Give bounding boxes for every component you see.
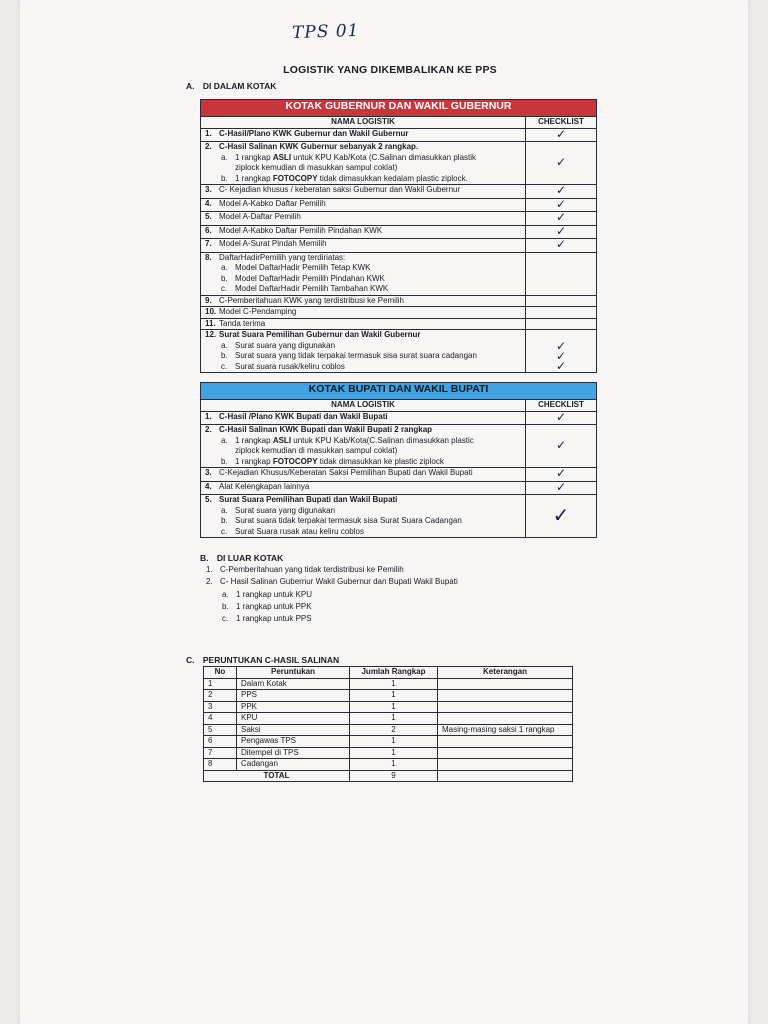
row-keterangan xyxy=(438,690,573,702)
total-label: TOTAL xyxy=(204,770,350,782)
table-row: 6. Model A-Kabko Daftar Pemilih Pindahan KWK ✓ xyxy=(201,225,597,239)
checkmark-icon: ✓ xyxy=(555,223,567,238)
table-row: 10. Model C-Pendamping xyxy=(201,307,597,319)
section-b-heading: B. DI LUAR KOTAK xyxy=(200,553,284,563)
column-header-checklist: CHECKLIST xyxy=(526,117,597,129)
table-row: 12. Surat Suara Pemilihan Gubernur dan Wakil Gubernur a. Surat suara yang digunakan b. Surat suara yang tidak terpakai termasuk sisa surat suara cadangan c. Surat suara rusak/keliru coblos ✓ ✓ ✓ xyxy=(201,330,597,373)
item-text: Model C-Pendamping xyxy=(219,307,297,316)
item-text: C-Hasil Salinan KWK Gubernur sebanyak 2 rangkap. xyxy=(219,142,419,151)
row-peruntukan: Ditempel di TPS xyxy=(237,747,350,759)
page-title: LOGISTIK YANG DIKEMBALIKAN KE PPS xyxy=(283,64,497,76)
table-row: 4. Alat Kelengkapan lainnya ✓ xyxy=(201,481,597,495)
row-jumlah: 1 xyxy=(350,713,438,725)
section-a-letter: A. xyxy=(186,81,195,91)
row-jumlah: 2 xyxy=(350,724,438,736)
item-text: Surat Suara Pemilihan Bupati dan Wakil Bupati xyxy=(219,495,398,504)
item-text: C-Kejadian Khusus/Keberatan Saksi Pemilihan Bupati dan Wakil Bupati xyxy=(219,468,473,477)
row-keterangan xyxy=(438,736,573,748)
checkmark-icon: ✓ xyxy=(555,437,567,452)
column-header-jumlah: Jumlah Rangkap xyxy=(350,667,438,679)
table-row xyxy=(204,736,573,748)
checkmark-icon: ✓ xyxy=(555,183,567,197)
row-keterangan: Masing-masing saksi 1 rangkap xyxy=(438,724,573,736)
item-text: C-Hasil Salinan KWK Bupati dan Wakil Bupati 2 rangkap xyxy=(219,425,433,434)
table-row xyxy=(204,701,573,713)
handwritten-tps-number: TPS 01 xyxy=(291,20,360,44)
row-peruntukan: Pengawas TPS xyxy=(237,736,350,748)
row-jumlah: 1 xyxy=(350,747,438,759)
list-item: 2. C- Hasil Salinan Gubernur Wakil Gubernur dan Bupati Wakil Bupati xyxy=(206,577,458,587)
column-header-peruntukan: Peruntukan xyxy=(237,667,350,679)
table-row xyxy=(204,747,573,759)
row-keterangan xyxy=(438,678,573,690)
item-text: Tanda terima xyxy=(219,318,266,328)
column-header-logistics: NAMA LOGISTIK xyxy=(201,400,526,412)
row-peruntukan: Dalam Kotak xyxy=(237,678,350,690)
row-peruntukan: Cadangan xyxy=(237,759,350,771)
row-peruntukan: KPU xyxy=(237,713,350,725)
column-header-no: No xyxy=(204,667,237,679)
row-number: 8 xyxy=(204,759,237,771)
table-row: 1. C-Hasil /Plano KWK Bupati dan Wakil Bupati ✓ xyxy=(201,411,597,425)
table-row: 11. Tanda terima xyxy=(201,318,597,330)
allocation-table xyxy=(203,666,573,782)
item-text: Alat Kelengkapan lainnya xyxy=(219,481,310,491)
row-jumlah: 1 xyxy=(350,736,438,748)
row-number: 2 xyxy=(204,690,237,702)
table-row: 5. Model A-Daftar Pemilih ✓ xyxy=(201,212,597,226)
checkmark-icon: ✓ xyxy=(555,479,567,494)
row-peruntukan: PPS xyxy=(237,690,350,702)
table-row xyxy=(204,759,573,771)
row-peruntukan: Saksi xyxy=(237,724,350,736)
table-row xyxy=(204,713,573,725)
checkmark-icon: ✓ xyxy=(555,349,567,364)
list-item: a. 1 rangkap untuk KPU xyxy=(222,589,313,599)
logistics-table-gubernur xyxy=(200,99,597,373)
row-keterangan xyxy=(438,759,573,771)
row-number: 1 xyxy=(204,678,237,690)
row-number: 6 xyxy=(204,736,237,748)
table-row: 4. Model A-Kabko Daftar Pemilih ✓ xyxy=(201,198,597,212)
table-row xyxy=(204,690,573,702)
item-text: C- Kejadian khusus / keberatan saksi Gubernur dan Wakil Gubernur xyxy=(219,185,461,194)
section-b xyxy=(200,552,600,625)
list-item: b. 1 rangkap untuk PPK xyxy=(222,601,312,611)
checkmark-icon: ✓ xyxy=(555,237,567,251)
list-item: c. 1 rangkap untuk PPS xyxy=(222,614,312,624)
table-row: 5. Surat Suara Pemilihan Bupati dan Wakil Bupati a. Surat suara yang digunakan b. Surat suara tidak terpakai termasuk sisa Surat Suara Cadangan c. Surat Suara rusak atau keliru coblos ✓ xyxy=(201,495,597,538)
item-text: Model A-Kabko Daftar Pemilih xyxy=(219,198,326,208)
row-peruntukan: PPK xyxy=(237,701,350,713)
table-row: 3. C-Kejadian Khusus/Keberatan Saksi Pemilihan Bupati dan Wakil Bupati ✓ xyxy=(201,468,597,482)
checkmark-icon: ✓ xyxy=(555,466,567,480)
column-header-logistics: NAMA LOGISTIK xyxy=(201,117,526,129)
banner-gubernur: KOTAK GUBERNUR DAN WAKIL GUBERNUR xyxy=(201,100,597,117)
row-jumlah: 1 xyxy=(350,690,438,702)
table-row: 2. C-Hasil Salinan KWK Bupati dan Wakil Bupati 2 rangkap a. 1 rangkap ASLI untuk KPU Kab/Kota(C.Salinan dimasukkan plastic ziplock kemudian di masukkan sampul coklat) b. 1 rangkap FOTOCOPY tidak dimasukkan ke plastic ziplock ✓ xyxy=(201,425,597,468)
checkmark-icon: ✓ xyxy=(555,154,567,169)
checkmark-icon: ✓ xyxy=(555,126,567,141)
logistics-table-bupati xyxy=(200,382,597,538)
row-jumlah: 1 xyxy=(350,701,438,713)
checkmark-icon: ✓ xyxy=(555,196,567,211)
checkmark-icon: ✓ xyxy=(552,503,570,528)
row-number: 5 xyxy=(204,724,237,736)
table-row: 7. Model A-Surat Pindah Memilih ✓ xyxy=(201,239,597,253)
section-a-heading xyxy=(186,81,276,91)
table-row: 3. C- Kejadian khusus / keberatan saksi Gubernur dan Wakil Gubernur ✓ xyxy=(201,185,597,199)
item-text: Surat Suara Pemilihan Gubernur dan Wakil Gubernur xyxy=(219,330,421,339)
row-keterangan xyxy=(438,701,573,713)
checkmark-icon: ✓ xyxy=(555,339,567,354)
item-text: DaftarHadirPemilih yang terdiriatas: xyxy=(219,252,346,262)
row-keterangan xyxy=(438,713,573,725)
checkmark-icon: ✓ xyxy=(555,409,567,424)
row-keterangan xyxy=(438,747,573,759)
total-value: 9 xyxy=(350,770,438,782)
checkmark-icon: ✓ xyxy=(555,359,567,374)
table-row: 2. C-Hasil Salinan KWK Gubernur sebanyak 2 rangkap. a. 1 rangkap ASLI untuk KPU Kab/Kota (C.Salinan dimasukkan plastik ziplock kemudian di masukkan sampul coklat) b. 1 rangkap FOTOCOPY tidak dimasukkan kedalam plastic ziplock. ✓ xyxy=(201,142,597,185)
total-row xyxy=(204,770,573,782)
section-c-heading: C. PERUNTUKAN C-HASIL SALINAN xyxy=(186,655,340,665)
column-header-keterangan: Keterangan xyxy=(438,667,573,679)
row-number: 7 xyxy=(204,747,237,759)
table-row: 1. C-Hasil/Plano KWK Gubernur dan Wakil Gubernur ✓ xyxy=(201,128,597,142)
banner-bupati: KOTAK BUPATI DAN WAKIL BUPATI xyxy=(201,383,597,400)
section-a-label: DI DALAM KOTAK xyxy=(202,81,277,91)
checkmark-icon: ✓ xyxy=(555,210,567,224)
item-text: Model A-Kabko Daftar Pemilih Pindahan KWK xyxy=(219,225,383,235)
list-item: 1. C-Pemberitahuan yang tidak terdistribusi ke Pemilih xyxy=(206,565,404,575)
item-text: C-Pemberitahuan KWK yang terdistribusi ke Pemilih xyxy=(219,295,404,305)
row-jumlah: 1 xyxy=(350,759,438,771)
table-row xyxy=(204,678,573,690)
table-row xyxy=(204,724,573,736)
item-text: C-Hasil /Plano KWK Bupati dan Wakil Bupati xyxy=(219,411,388,421)
item-text: Model A-Surat Pindah Memilih xyxy=(219,239,327,248)
table-row: 8. DaftarHadirPemilih yang terdiriatas: a. Model DaftarHadir Pemilih Tetap KWK b. Model DaftarHadir Pemilih Pindahan KWK c. Model DaftarHadir Pemilih Tambahan KWK xyxy=(201,252,597,295)
row-jumlah: 1 xyxy=(350,678,438,690)
table-row: 9. C-Pemberitahuan KWK yang terdistribusi ke Pemilih xyxy=(201,295,597,307)
column-header-checklist: CHECKLIST xyxy=(526,400,597,412)
row-number: 3 xyxy=(204,701,237,713)
item-text: Model A-Daftar Pemilih xyxy=(219,212,301,221)
row-number: 4 xyxy=(204,713,237,725)
item-text: C-Hasil/Plano KWK Gubernur dan Wakil Gubernur xyxy=(219,128,409,138)
